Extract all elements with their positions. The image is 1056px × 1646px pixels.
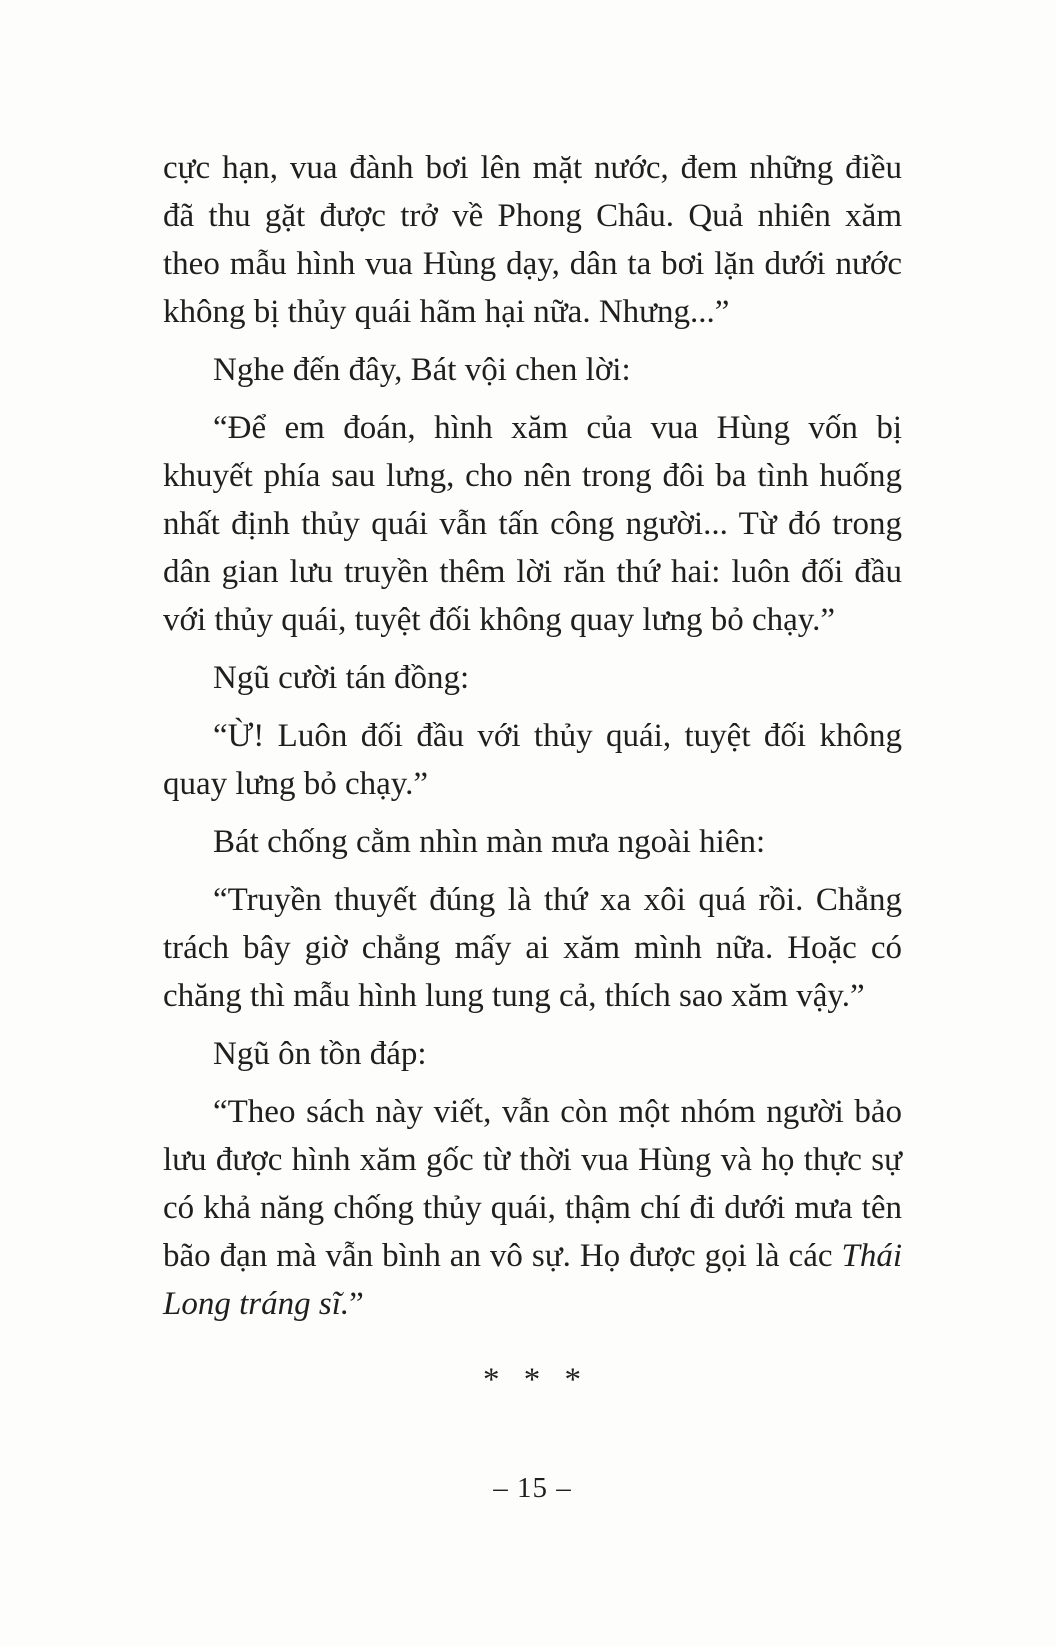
body-paragraph: Ngũ ôn tồn đáp: [213,1036,427,1072]
final-paragraph-closing-quote: ” [349,1286,364,1322]
final-paragraph-text: “Theo sách này viết, vẫn còn một nhóm người bảo lưu được hình xăm gốc từ thời vua Hùng và họ thực sự có khả năng chống thủy quái, thậm chí đi dưới mưa tên bão đạn mà vẫn bình an vô sự. Họ được gọi là các [163,1094,902,1274]
section-separator: * * * [483,1362,582,1398]
body-paragraph: cực hạn, vua đành bơi lên mặt nước, đem những điều đã thu gặt được trở về Phong Châu. Quả nhiên xăm theo mẫu hình vua Hùng dạy, dân ta bơi lặn dưới nước không bị thủy quái hãm hại nữa. Nhưng...” [163,150,902,330]
body-paragraph-final [163,1088,902,1328]
body-paragraph: “Truyền thuyết đúng là thứ xa xôi quá rồi. Chẳng trách bây giờ chẳng mấy ai xăm mình nữa. Hoặc có chăng thì mẫu hình lung tung cả, thích sao xăm vậy.” [163,882,902,1014]
body-paragraph: “Ừ! Luôn đối đầu với thủy quái, tuyệt đối không quay lưng bỏ chạy.” [163,718,902,802]
body-paragraph: Nghe đến đây, Bát vội chen lời: [213,352,631,388]
text-block [163,144,902,1508]
body-paragraph: Bát chống cằm nhìn màn mưa ngoài hiên: [213,824,766,860]
italic-term: Thái Long tráng sĩ. [163,1238,902,1322]
body-paragraph: Ngũ cười tán đồng: [213,660,470,696]
body-paragraph: “Để em đoán, hình xăm của vua Hùng vốn bị khuyết phía sau lưng, cho nên trong đôi ba tình huống nhất định thủy quái vẫn tấn công người... Từ đó trong dân gian lưu truyền thêm lời răn thứ hai: luôn đối đầu với thủy quái, tuyệt đối không quay lưng bỏ chạy.” [163,410,902,638]
page-number: – 15 – [493,1472,572,1504]
